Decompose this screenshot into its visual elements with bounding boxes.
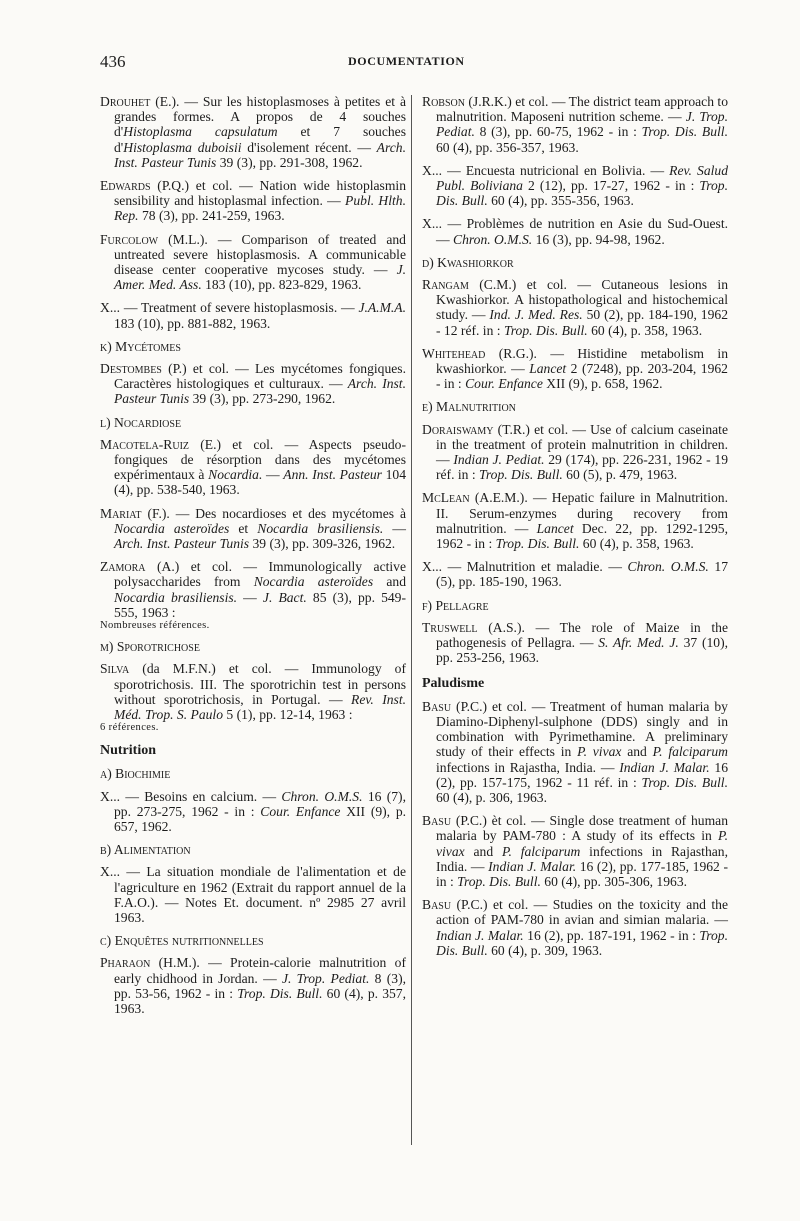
reference-author: Basu (P.C.) (422, 813, 487, 829)
reference-text: — (237, 589, 263, 605)
reference-text: X... — Malnutrition et maladie. — (422, 559, 628, 575)
reference-text: et (229, 520, 258, 536)
reference-italic-text: J. Amer. Med. Ass. (114, 262, 406, 293)
reference-entry (422, 620, 728, 666)
reference-italic-text: Chron. O.M.S. (453, 231, 533, 247)
reference-text: 2 (7248), pp. 203-204, 1962 - in : (436, 361, 728, 392)
reference-italic-text: Trop. Dis. Bull. (641, 774, 728, 790)
reference-text: et col. — Les mycétomes fongiques. Caractères histologiques et culturaux. — (114, 361, 406, 392)
reference-text: infections in Rajasthan, India. — (436, 843, 728, 874)
reference-text: 60 (4), pp. 356-357, 1963. (436, 139, 579, 155)
reference-author: Zamora (A.) (100, 559, 180, 575)
reference-text: — Histidine metabolism in kwashiorkor. — (436, 345, 728, 377)
reference-italic-text: Cour. Enfance (465, 376, 543, 392)
reference-italic-text: Nocardia. (208, 467, 263, 483)
reference-author: Robson (J.R.K.) (422, 94, 512, 109)
reference-italic-text: Nocardia asteroïdes (114, 520, 230, 536)
reference-text: — Comparison of treated and untreated severe histoplasmosis. A communicable disease center cooperative mycoses study. — (114, 231, 406, 278)
reference-italic-text: Trop. Dis. Bull. (237, 985, 323, 1001)
reference-entry (100, 300, 406, 330)
reference-italic-text: P. vivax (436, 828, 728, 859)
reference-italic-text: Arch. Inst. Pasteur Tunis (114, 536, 250, 552)
subsection-heading: e) Malnutrition (422, 399, 516, 415)
reference-text: d'isolement récent. — (241, 139, 377, 155)
reference-entry (100, 955, 406, 1016)
reference-text: 50 (2), pp. 184-190, 1962 - 12 réf. in : (436, 307, 728, 338)
reference-italic-text: Chron. O.M.S. (627, 559, 709, 575)
reference-text: èt col. — Single dose treatment of human malaria by PAM-780 : A study of its effects in (436, 813, 729, 844)
reference-text: XII (9), p. 658, 1962. (542, 376, 663, 392)
reference-entry (100, 661, 406, 733)
reference-italic-text: Histoplasma duboisii (123, 139, 242, 155)
reference-text: — (262, 467, 284, 483)
reference-italic-text: J. Trop. Pediat. (281, 970, 370, 986)
reference-author: Furcolow (M.L.). (100, 231, 208, 247)
reference-text: 2 (12), pp. 17-27, 1962 - in : (522, 178, 700, 194)
subsection-heading: m) Sporotrichose (100, 639, 200, 655)
reference-author: McLean (A.E.M.). (422, 490, 528, 506)
subsection-heading: d) Kwashiorkor (422, 254, 514, 270)
subsection-heading: c) Enquêtes nutritionnelles (100, 933, 264, 949)
reference-note: 6 références. (100, 722, 159, 734)
right-column (422, 94, 728, 966)
reference-text: — The role of Maize in the pathogenesis of Pellagra. — (436, 619, 729, 651)
reference-text: et 7 souches d' (114, 124, 407, 155)
reference-author: Whitehead (R.G.). (422, 345, 537, 361)
left-column (100, 94, 406, 1024)
reference-entry (422, 559, 728, 589)
reference-author: Pharaon (H.M.). (100, 955, 200, 971)
reference-text: 39 (3), pp. 309-326, 1962. (249, 536, 396, 552)
reference-italic-text: Arch. Inst. Pasteur Tunis (114, 376, 406, 407)
reference-italic-text: J.A.M.A. (358, 300, 406, 316)
reference-text: 16 (3), pp. 94-98, 1962. (532, 231, 665, 247)
reference-text: 39 (3), pp. 291-308, 1962. (216, 154, 363, 170)
reference-italic-text: Cour. Enfance (260, 803, 341, 819)
reference-entry (100, 361, 406, 407)
reference-italic-text: Indian J. Malar. (436, 927, 524, 943)
reference-text: et col. — Treatment of human malaria by Diamino-Diphenyl-sulphone (DDS) singly and in combination with Pyrimethamine. A preliminary study of their effects in (436, 698, 728, 760)
reference-text: X... — Problèmes de nutrition en Asie du Sud-Ouest. — (422, 216, 728, 247)
reference-text: — Sur les histoplasmoses à petites et à grandes formes. A propos de 4 souches d' (114, 94, 406, 140)
reference-text: 8 (3), pp. 53-56, 1962 - in : (114, 970, 407, 1001)
reference-text: and (373, 574, 406, 590)
reference-entry (422, 346, 728, 392)
reference-text: et col. — Use of calcium caseinate in the treatment of protein malnutrition in children. — (436, 421, 728, 468)
reference-text: et col. — Aspects pseudo-fongiques de résorption dans des mycétomes expérimentaux à (114, 436, 407, 483)
subsection-heading: l) Nocardiose (100, 414, 182, 430)
reference-entry (100, 437, 406, 498)
section-heading: Nutrition (100, 743, 156, 759)
reference-text: 16 (7), pp. 273-275, 1962 - in : (114, 788, 406, 819)
reference-italic-text: S. Afr. Med. J. (598, 635, 679, 651)
reference-text: 17 (5), pp. 185-190, 1963. (436, 559, 728, 590)
reference-entry (100, 94, 406, 170)
reference-text: 37 (10), pp. 253-256, 1963. (436, 635, 728, 666)
reference-text: 60 (4), p. 306, 1963. (436, 789, 548, 805)
reference-entry (422, 699, 728, 805)
reference-italic-text: Trop. Dis. Bull. (457, 873, 541, 889)
reference-text: et col. — Studies on the toxicity and the action of PAM-780 in avian and simian malaria. — (436, 897, 728, 928)
reference-italic-text: Trop. Dis. Bull. (436, 927, 728, 958)
reference-author: Rangam (C.M.) (422, 277, 517, 293)
reference-text: 60 (4), p. 357, 1963. (114, 985, 406, 1016)
reference-text: infections in Rajastha, India. — (436, 759, 620, 775)
reference-text: X... — La situation mondiale de l'alimentation et de l'agriculture en 1962 (Extrait du rapport annuel de la F.A.O.). — Notes Et. document. nº 2985 27 avril 1963. (100, 864, 406, 925)
subsection-heading: f) Pellagre (422, 597, 489, 613)
reference-italic-text: Indian J. Pediat. (453, 452, 545, 468)
reference-italic-text: Arch. Inst. Pasteur Tunis (114, 139, 406, 170)
reference-text: 5 (1), pp. 12-14, 1963 : (223, 706, 353, 722)
reference-text: Dec. 22, pp. 1292-1295, 1962 - in : (436, 520, 728, 552)
reference-italic-text: Chron. O.M.S. (281, 788, 363, 804)
reference-author: Basu (P.C.) (422, 897, 488, 913)
page-header (100, 52, 710, 76)
reference-italic-text: Rev. Inst. Méd. Trop. S. Paulo (114, 691, 406, 722)
reference-author: Silva (100, 661, 130, 677)
reference-author: Mariat (F.). (100, 505, 170, 521)
reference-text: 85 (3), pp. 549-555, 1963 : (114, 589, 407, 620)
reference-text: et col. — Nation wide histoplasmin sensibility and histoplasmal infection. — (114, 178, 406, 209)
reference-entry (422, 897, 728, 958)
reference-note: Nombreuses références. (100, 620, 210, 632)
subsection-heading: k) Mycétomes (100, 338, 181, 354)
reference-italic-text: Ann. Inst. Pasteur (283, 467, 382, 483)
reference-italic-text: Lancet (536, 520, 574, 536)
reference-italic-text: Nocardia brasiliensis. (257, 520, 384, 536)
reference-text: — Hepatic failure in Malnutrition. II. Serum-enzymes during recovery from malnutrition. — (436, 490, 728, 536)
reference-text: 39 (3), pp. 273-290, 1962. (189, 391, 336, 407)
reference-author: Doraiswamy (T.R.) (422, 421, 530, 437)
reference-text: 16 (2), pp. 187-191, 1962 - in : (523, 927, 700, 943)
reference-italic-text: Nocardia brasiliensis. (114, 589, 238, 605)
reference-entry (100, 178, 406, 224)
reference-text: XII (9), p. 657, 1962. (114, 803, 407, 834)
reference-text: 78 (3), pp. 241-259, 1963. (138, 208, 285, 224)
reference-text: 104 (4), pp. 538-540, 1963. (114, 467, 407, 498)
reference-entry (422, 490, 728, 551)
reference-entry (100, 864, 406, 925)
reference-entry (422, 277, 728, 338)
reference-text: 183 (10), pp. 881-882, 1963. (114, 315, 271, 331)
reference-text: 183 (10), pp. 823-829, 1963. (201, 277, 362, 293)
reference-text: — Protein-calorie malnutrition of early chidhood in Jordan. — (114, 955, 406, 986)
reference-text: (da M.F.N.) et col. — Immunology of sporotrichosis. III. The sporotrichin test in persons without sporotrichosis, in Portugal. — (114, 661, 406, 707)
reference-text: 16 (2), pp. 177-185, 1962 - in : (436, 858, 728, 889)
reference-author: Basu (P.C.) (422, 698, 488, 714)
reference-text: 60 (4), p. 358, 1963. (579, 536, 694, 552)
section-heading: Paludisme (422, 675, 485, 691)
subsection-heading: a) Biochimie (100, 766, 171, 782)
reference-entry (422, 163, 728, 209)
reference-italic-text: Trop. Dis. Bull. (495, 536, 580, 552)
reference-text: X... — Treatment of severe histoplasmosis. — (100, 300, 359, 316)
reference-entry (422, 813, 728, 889)
reference-text: 8 (3), pp. 60-75, 1962 - in : (474, 124, 642, 140)
reference-entry (422, 94, 728, 155)
reference-italic-text: Indian J. Malar. (619, 759, 710, 775)
reference-text: — (383, 520, 407, 536)
reference-text: X... — Encuesta nutricional en Bolivia. — (422, 162, 670, 178)
reference-author: Macotela-Ruiz (E.) (100, 436, 222, 452)
reference-text: 60 (4), pp. 305-306, 1963. (540, 873, 688, 889)
reference-text: and (621, 744, 653, 760)
reference-author: Edwards (P.Q.) (100, 178, 190, 194)
reference-text: 60 (4), pp. 355-356, 1963. (487, 193, 634, 209)
reference-text: and (464, 843, 502, 859)
reference-italic-text: Trop. Dis. Bull. (479, 467, 563, 483)
reference-text: 29 (174), pp. 226-231, 1962 - 19 réf. in : (436, 452, 728, 483)
reference-italic-text: Publ. Hlth. Rep. (114, 193, 406, 224)
reference-italic-text: Rev. Salud Publ. Boliviana (436, 162, 729, 194)
reference-text: — Des nocardioses et des mycétomes à (169, 505, 406, 521)
reference-italic-text: J. Trop. Pediat. (436, 109, 728, 140)
reference-text: et col. — Cutaneous lesions in Kwashiorkor. A histopathological and histochemical study. — (436, 277, 728, 323)
column-divider (411, 95, 412, 1145)
reference-italic-text: Trop. Dis. Bull. (641, 124, 728, 140)
reference-entry (100, 559, 406, 631)
reference-italic-text: J. Bact. (262, 589, 307, 605)
page-number: 436 (100, 52, 126, 71)
reference-italic-text: Lancet (529, 361, 567, 377)
reference-author: Drouhet (E.). (100, 94, 180, 109)
reference-author: Truswell (A.S.). (422, 619, 525, 635)
reference-entry (100, 232, 406, 293)
reference-text: et col. — The district team approach to malnutrition. Maposeni nutrition scheme. — (436, 94, 728, 125)
reference-text: 60 (4), p. 309, 1963. (487, 942, 603, 958)
reference-entry (422, 216, 728, 246)
reference-italic-text: Indian J. Malar. (488, 858, 577, 874)
reference-entry (100, 506, 406, 552)
reference-italic-text: P. vivax (577, 744, 622, 760)
reference-italic-text: Trop. Dis. Bull. (503, 322, 588, 338)
subsection-heading: b) Alimentation (100, 842, 191, 858)
reference-text: X... — Besoins en calcium. — (100, 788, 282, 804)
running-title: DOCUMENTATION (348, 54, 465, 68)
reference-italic-text: Nocardia asteroïdes (253, 574, 374, 590)
reference-entry (422, 422, 728, 483)
reference-text: 60 (5), p. 479, 1963. (562, 467, 678, 483)
reference-text: et col. — Immunologically active polysaccharides from (114, 559, 406, 590)
reference-italic-text: Histoplasma capsulatum (123, 124, 278, 140)
reference-entry (100, 789, 406, 835)
reference-text: 16 (2), pp. 157-175, 1962 - 11 réf. in : (436, 759, 728, 790)
reference-italic-text: P. falciparum (652, 744, 728, 760)
reference-author: Destombes (P.) (100, 361, 187, 377)
reference-text: 60 (4), p. 358, 1963. (587, 322, 703, 338)
reference-italic-text: P. falciparum (501, 843, 581, 859)
reference-italic-text: Ind. J. Med. Res. (489, 307, 583, 323)
reference-italic-text: Trop. Dis. Bull. (436, 178, 728, 209)
